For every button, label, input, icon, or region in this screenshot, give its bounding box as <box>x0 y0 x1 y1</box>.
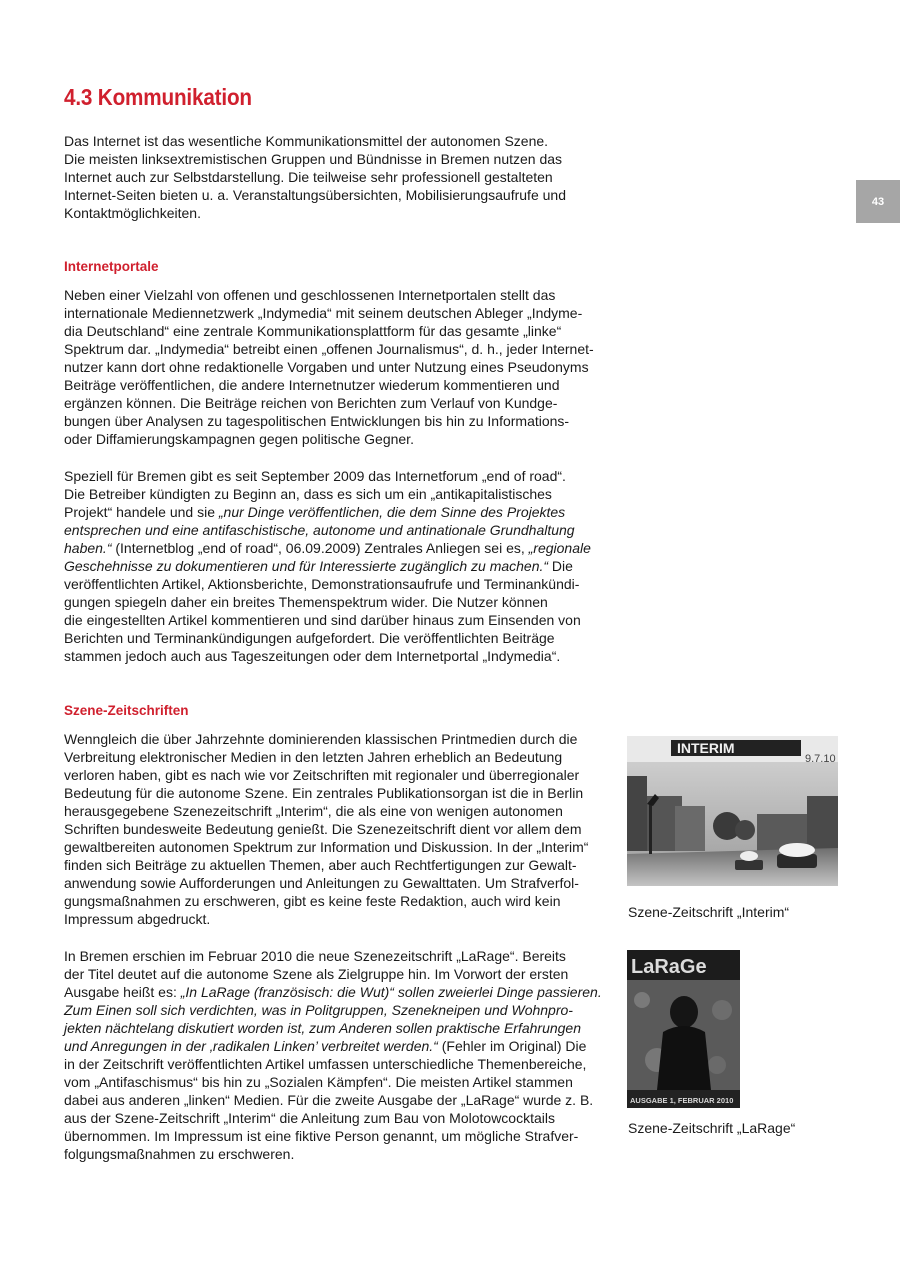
quote-run: „regionale <box>528 540 591 556</box>
text-line: Internet auch zur Selbstdarstellung. Die teilweise sehr professionell gestalteten <box>64 169 553 185</box>
text-line: in der Zeitschrift veröffentlichten Artikel umfassen unterschiedliche Themenbereiche, <box>64 1056 587 1072</box>
interim-cover-image <box>627 736 838 886</box>
text-line <box>64 1037 624 1055</box>
text-line: finden sich Beiträge zu aktuellen Themen, aber auch Rechtfertigungen zur Gewalt- <box>64 857 577 873</box>
text-line: veröffentlichten Artikel, Aktionsberichte, Demonstrationsaufrufe und Terminankündi- <box>64 576 580 592</box>
page-number: 43 <box>871 195 885 208</box>
text-line: herausgegebene Szenezeitschrift „Interim“, die als eine von wenigen autonomen <box>64 803 563 819</box>
text-line: Internet-Seiten bieten u. a. Veranstaltungsübersichten, Mobilisierungsaufrufe und <box>64 187 566 203</box>
text-line: Schriften bundesweite Bedeutung genießt. Die Szenezeitschrift dient vor allem dem <box>64 821 582 837</box>
intro-paragraph <box>64 132 624 222</box>
text-line <box>64 503 624 521</box>
text-line: die eingestellten Artikel kommentieren und sind darüber hinaus zum Einsenden von <box>64 612 581 628</box>
section-heading-internetportale: Internetportale <box>64 259 159 274</box>
text-line: anwendung sowie Aufforderungen und Anleitungen zu Gewalttaten. Um Strafverfol- <box>64 875 579 891</box>
text-line: gungsmaßnahmen zu erschweren, gibt es keine feste Redaktion, auch wird kein <box>64 893 561 909</box>
interim-masthead: INTERIM <box>677 740 735 756</box>
larage-caption: Szene-Zeitschrift „LaRage“ <box>628 1120 796 1136</box>
text-line: nutzer kann dort ohne redaktionelle Vorgaben und unter Nutzung eines Pseudonyms <box>64 359 589 375</box>
quote-run: Geschehnisse zu dokumentieren und für Interessierte zugänglich zu machen.“ <box>64 558 549 574</box>
quote-run: „In LaRage (französisch: die Wut)“ sollen zweierlei Dinge passieren. <box>180 984 602 1000</box>
page-number-tab <box>856 180 900 223</box>
text-line: Impressum abgedruckt. <box>64 911 211 927</box>
text-line: folgungsmaßnahmen zu erschweren. <box>64 1146 295 1162</box>
text-run: Die <box>548 558 573 574</box>
text-line: gewaltbereiten autonomen Spektrum zur Information und Diskussion. In der „Interim“ <box>64 839 589 855</box>
quote-run: Zum Einen soll sich verdichten, was in Politgruppen, Szenekneipen und Wohnpro- <box>64 1002 573 1018</box>
text-line: vom „Antifaschismus“ bis hin zu „Sozialen Kämpfen“. Die meisten Artikel stammen <box>64 1074 573 1090</box>
text-line: Das Internet ist das wesentliche Kommunikationsmittel der autonomen Szene. <box>64 133 549 149</box>
text-line: der Titel deutet auf die autonome Szene als Zielgruppe hin. Im Vorwort der ersten <box>64 966 569 982</box>
quote-run: haben.“ <box>64 540 112 556</box>
text-line: aus der Szene-Zeitschrift „Interim“ die Anleitung zum Bau von Molotowcocktails <box>64 1110 555 1126</box>
text-line: Verbreitung elektronischer Medien in den letzten Jahren erheblich an Bedeutung <box>64 749 563 765</box>
text-line <box>64 1019 624 1037</box>
quote-run: jekten nächtelang diskutiert worden ist, zum Anderen sollen praktische Erfahrungen <box>64 1020 581 1036</box>
text-line: oder Diffamierungskampagnen gegen politische Gegner. <box>64 431 414 447</box>
text-line <box>64 521 624 539</box>
text-line: gungen spiegeln daher ein breites Themenspektrum wider. Die Nutzer können <box>64 594 548 610</box>
text-line <box>64 557 624 575</box>
interim-cover-photo <box>627 736 838 886</box>
text-line: bungen über Analysen zu tagespolitischen Entwicklungen bis hin zu Informations- <box>64 413 570 429</box>
text-line <box>64 539 624 557</box>
text-line: dabei aus anderen „linken“ Medien. Für die zweite Ausgabe der „LaRage“ wurde z. B. <box>64 1092 594 1108</box>
page-title: 4.3 Kommunikation <box>64 84 252 110</box>
larage-masthead: LaRaGe <box>631 956 707 978</box>
quote-run: entsprechen und eine antifaschistische, autonome und antinationale Grundhaltung <box>64 522 575 538</box>
text-line: übernommen. Im Impressum ist eine fiktive Person genannt, um mögliche Strafver- <box>64 1128 579 1144</box>
text-line: internationale Mediennetzwerk „Indymedia“ mit seinem deutschen Ableger „Indyme- <box>64 305 583 321</box>
larage-cover-image <box>627 950 740 1108</box>
text-line: Berichten und Terminankündigungen aufgefordert. Die veröffentlichten Beiträge <box>64 630 555 646</box>
section-heading-szene-zeitschriften: Szene-Zeitschriften <box>64 703 189 718</box>
text-line <box>64 1001 624 1019</box>
interim-caption: Szene-Zeitschrift „Interim“ <box>628 904 790 920</box>
szene-paragraph-1 <box>64 730 624 928</box>
text-line: Spektrum dar. „Indymedia“ betreibt einen „offenen Journalismus“, d. h., jeder Internet- <box>64 341 594 357</box>
internetportale-paragraph-1 <box>64 286 624 448</box>
text-line: ergänzen können. Die Beiträge reichen von Berichten zum Verlauf von Kundge- <box>64 395 558 411</box>
interim-date: 9.7.10 <box>805 753 836 765</box>
text-line: verloren haben, gibt es nach wie vor Zeitschriften mit regionaler und überregionaler <box>64 767 580 783</box>
text-line: Die meisten linksextremistischen Gruppen und Bündnisse in Bremen nutzen das <box>64 151 563 167</box>
text-line: Speziell für Bremen gibt es seit September 2009 das Internetforum „end of road“. <box>64 468 566 484</box>
text-line: Die Betreiber kündigten zu Beginn an, dass es sich um ein „antikapitalistisches <box>64 486 552 502</box>
larage-cover-photo <box>627 950 740 1108</box>
larage-footer: AUSGABE 1, FEBRUAR 2010 <box>630 1096 734 1105</box>
szene-paragraph-2 <box>64 947 624 1163</box>
text-run: (Fehler im Original) Die <box>437 1038 587 1054</box>
text-line <box>64 983 624 1001</box>
text-line: In Bremen erschien im Februar 2010 die neue Szenezeitschrift „LaRage“. Bereits <box>64 948 566 964</box>
text-line: stammen jedoch auch aus Tageszeitungen oder dem Internetportal „Indymedia“. <box>64 648 561 664</box>
text-line: Neben einer Vielzahl von offenen und geschlossenen Internetportalen stellt das <box>64 287 556 303</box>
text-line: dia Deutschland“ eine zentrale Kommunikationsplattform für das gesamte „linke“ <box>64 323 562 339</box>
text-run: Projekt“ handele und sie <box>64 504 219 520</box>
text-line: Wenngleich die über Jahrzehnte dominierenden klassischen Printmedien durch die <box>64 731 578 747</box>
text-run: Ausgabe heißt es: <box>64 984 181 1000</box>
internetportale-paragraph-2 <box>64 467 624 665</box>
quote-run: und Anregungen in der ‚radikalen Linken’ verbreitet werden.“ <box>64 1038 438 1054</box>
text-line: Kontaktmöglichkeiten. <box>64 205 201 221</box>
text-line: Bedeutung für die autonome Szene. Ein zentrales Publikationsorgan ist die in Berlin <box>64 785 584 801</box>
text-run: (Internetblog „end of road“, 06.09.2009) Zentrales Anliegen sei es, <box>111 540 529 556</box>
text-line: Beiträge veröffentlichen, die andere Internetnutzer wiederum kommentieren und <box>64 377 560 393</box>
quote-run: „nur Dinge veröffentlichen, die dem Sinne des Projektes <box>218 504 566 520</box>
